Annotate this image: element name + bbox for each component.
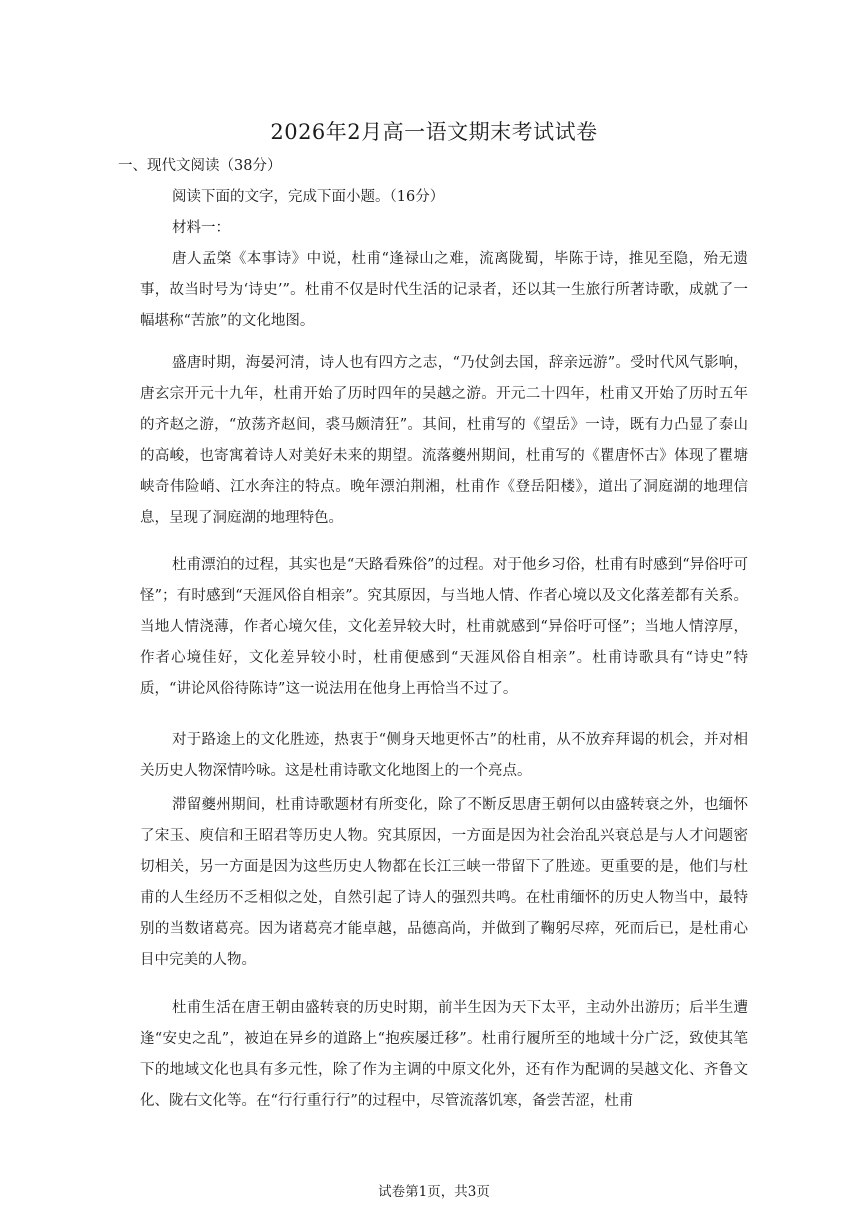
paragraph-5: 滞留夔州期间，杜甫诗歌题材有所变化，除了不断反思唐王朝何以由盛转衰之外，也缅怀了宋玉、庾信和王昭君等历史人物。究其原因，一方面是因为社会治乱兴衰总是与人才问题密切相关，另一方面是因为这些历史人物都在长江三峡一带留下了胜迹。更重要的是，他们与杜甫的人生经历不乏相似之处，自然引起了诗人的强烈共鸣。在杜甫缅怀的历史人物当中，最特别的当数诸葛亮。因为诸葛亮才能卓越，品德高尚，并做到了鞠躬尽瘁，死而后已，是杜甫心目中完美的人物。 (140, 797, 748, 968)
paragraph-6: 杜甫生活在唐王朝由盛转衰的历史时期，前半生因为天下太平，主动外出游历；后半生遭逢“安史之乱”，被迫在异乡的道路上“抱疾屡迁移”。杜甫行履所至的地域十分广泛，致使其笔下的地域文化也具有多元性，除了作为主调的中原文化外，还有作为配调的吴越文化、齐鲁文化、陇右文化等。在“行行重行行”的过程中，尽管流落饥寒，备尝苦涩，杜甫 (140, 1000, 748, 1109)
material-label: 材料一： (172, 220, 230, 236)
exam-title: 2026年2月高一语文期末考试试卷 (270, 120, 598, 144)
instruction-text: 阅读下面的文字，完成下面小题。（16分） (172, 189, 445, 205)
paragraph-2: 盛唐时期，海晏河清，诗人也有四方之志，“乃仗剑去国，辞亲远游”。受时代风气影响，唐玄宗开元十九年，杜甫开始了历时四年的吴越之游。开元二十四年，杜甫又开始了历时五年的齐赵之游，“放荡齐赵间，裘马颇清狂”。其间，杜甫写的《望岳》一诗，既有力凸显了泰山的高峻，也寄寓着诗人对美好未来的期望。流落夔州期间，杜甫写的《瞿唐怀古》体现了瞿塘峡奇伟险峭、江水奔注的特点。晚年漂泊荆湘，杜甫作《登岳阳楼》，道出了洞庭湖的地理信息，呈现了洞庭湖的地理特色。 (140, 355, 748, 526)
paragraph-1: 唐人孟棨《本事诗》中说，杜甫“逢禄山之难，流离陇蜀，毕陈于诗，推见至隐，殆无遗事，故当时号为‘诗史’”。杜甫不仅是时代生活的记录者，还以其一生旅行所著诗歌，成就了一幅堪称“苦旅”的文化地图。 (140, 251, 748, 329)
paragraph-4: 对于路途上的文化胜迹，热衷于“侧身天地更怀古”的杜甫，从不放弃拜谒的机会，并对相关历史人物深情吟咏。这是杜甫诗歌文化地图上的一个亮点。 (140, 732, 748, 779)
paragraph-3: 杜甫漂泊的过程，其实也是“天路看殊俗”的过程。对于他乡习俗，杜甫有时感到“异俗吁可怪”；有时感到“天涯风俗自相亲”。究其原因，与当地人情、作者心境以及文化落差都有关系。当地人情浇薄，作者心境欠佳，文化差异较大时，杜甫就感到“异俗吁可怪”；当地人情淳厚，作者心境佳好，文化差异较小时，杜甫便感到“天涯风俗自相亲”。杜甫诗歌具有“诗史”特质，“讲论风俗待陈诗”这一说法用在他身上再恰当不过了。 (140, 557, 748, 697)
section-heading: 一、现代文阅读（38分） (118, 158, 282, 174)
page-footer: 试卷第1页，共3页 (378, 1184, 490, 1200)
